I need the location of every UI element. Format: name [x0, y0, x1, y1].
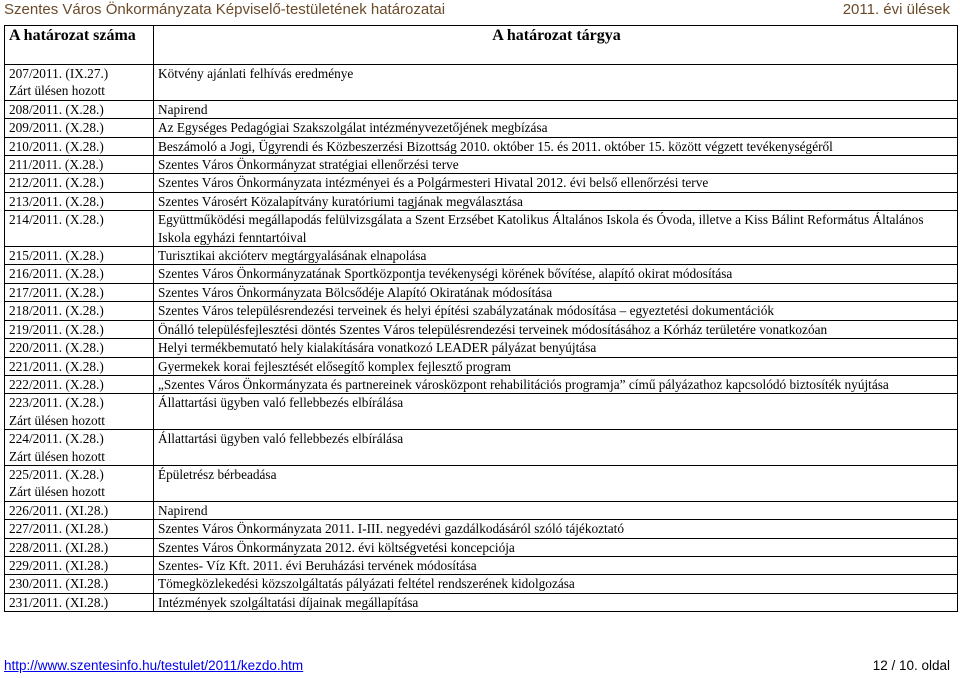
resolution-number-cell [5, 247, 154, 265]
resolution-subject: Szentes Város Önkormányzata Bölcsődéje Alapító Okiratának módosítása [154, 283, 958, 301]
resolution-number: 220/2011. (X.28.) [9, 340, 104, 356]
resolution-number-cell [5, 211, 154, 247]
table-row [5, 211, 958, 247]
table-row [5, 430, 958, 466]
table-row [5, 302, 958, 320]
resolution-number: 225/2011. (X.28.) [9, 466, 104, 482]
resolution-number-cell [5, 119, 154, 137]
resolution-number-cell [5, 137, 154, 155]
resolution-subject: Állattartási ügyben való fellebbezés elbírálása [154, 394, 958, 430]
resolution-number: 217/2011. (X.28.) [9, 284, 104, 300]
resolution-number-cell [5, 357, 154, 375]
closed-session-note: Zárt ülésen hozott [9, 484, 105, 500]
table-row [5, 100, 958, 118]
resolution-number-cell [5, 501, 154, 519]
resolution-subject: Intézmények szolgáltatási díjainak megállapítása [154, 593, 958, 611]
resolution-number-cell [5, 192, 154, 210]
resolution-number: 211/2011. (X.28.) [9, 157, 104, 173]
table-row [5, 501, 958, 519]
resolution-number-cell [5, 538, 154, 556]
resolution-subject: Turisztikai akcióterv megtárgyalásának elnapolása [154, 247, 958, 265]
table-row [5, 575, 958, 593]
resolution-subject: Helyi termékbemutató hely kialakítására vonatkozó LEADER pályázat benyújtása [154, 339, 958, 357]
table-row [5, 538, 958, 556]
resolution-number: 219/2011. (X.28.) [9, 321, 104, 337]
resolution-number-cell [5, 465, 154, 501]
resolution-subject: Szentes Város Önkormányzata 2011. I-III. negyedévi gazdálkodásáról szóló tájékoztató [154, 520, 958, 538]
resolution-number-cell [5, 320, 154, 338]
resolution-subject: Szentes Város településrendezési terveinek és helyi építési szabályzatának módosítása – egyeztetési dokumentációk [154, 302, 958, 320]
table-row [5, 119, 958, 137]
resolution-number: 223/2011. (X.28.) [9, 395, 104, 411]
resolution-number: 214/2011. (X.28.) [9, 212, 104, 228]
resolution-subject: Beszámoló a Jogi, Ügyrendi és Közbeszerzési Bizottság 2010. október 15. és 2011. október 15. között végzett tevékenységéről [154, 137, 958, 155]
page-header [0, 0, 960, 24]
resolution-number: 229/2011. (XI.28.) [9, 557, 109, 573]
resolution-subject: Épületrész bérbeadása [154, 465, 958, 501]
table-row [5, 556, 958, 574]
table-header-row [5, 26, 958, 65]
resolution-number: 221/2011. (X.28.) [9, 358, 104, 374]
resolution-number: 231/2011. (XI.28.) [9, 594, 109, 610]
resolution-number: 209/2011. (X.28.) [9, 120, 104, 136]
resolution-number-cell [5, 375, 154, 393]
document-title: Szentes Város Önkormányzata Képviselő-testületének határozatai [4, 1, 446, 18]
resolution-subject: Szentes Város Önkormányzata 2012. évi költségvetési koncepciója [154, 538, 958, 556]
table-row [5, 156, 958, 174]
source-url-link[interactable]: http://www.szentesinfo.hu/testulet/2011/kezdo.htm [4, 658, 304, 673]
resolution-number-cell [5, 339, 154, 357]
resolution-number: 224/2011. (X.28.) [9, 431, 104, 447]
resolution-number-cell [5, 283, 154, 301]
resolution-number: 215/2011. (X.28.) [9, 248, 104, 264]
resolution-number-cell [5, 174, 154, 192]
resolution-subject: Szentes Város Önkormányzatának Sportközpontja tevékenységi körének bővítése, alapító okirat módosítása [154, 265, 958, 283]
resolution-subject: Állattartási ügyben való fellebbezés elbírálása [154, 430, 958, 466]
resolution-number-cell [5, 156, 154, 174]
resolution-subject: Tömegközlekedési közszolgáltatás pályázati feltétel rendszerének kidolgozása [154, 575, 958, 593]
resolution-subject: Az Egységes Pedagógiai Szakszolgálat intézményvezetőjének megbízása [154, 119, 958, 137]
resolution-subject: „Szentes Város Önkormányzata és partnereinek városközpont rehabilitációs programja” című pályázathoz kapcsolódó biztosíték nyújtása [154, 375, 958, 393]
table-row [5, 593, 958, 611]
table-row [5, 520, 958, 538]
resolution-number-cell [5, 302, 154, 320]
table-row [5, 465, 958, 501]
table-row [5, 247, 958, 265]
resolution-number-cell [5, 100, 154, 118]
table-row [5, 174, 958, 192]
resolution-subject: Szentes- Víz Kft. 2011. évi Beruházási tervének módosítása [154, 556, 958, 574]
resolution-number-cell [5, 394, 154, 430]
resolution-number: 226/2011. (XI.28.) [9, 502, 109, 518]
resolution-number: 216/2011. (X.28.) [9, 266, 104, 282]
resolution-number: 208/2011. (X.28.) [9, 101, 104, 117]
resolution-number-cell [5, 65, 154, 101]
resolution-subject: Napirend [154, 100, 958, 118]
closed-session-note: Zárt ülésen hozott [9, 448, 105, 464]
table-row [5, 320, 958, 338]
resolution-number-cell [5, 556, 154, 574]
resolution-number-cell [5, 430, 154, 466]
resolution-subject: Kötvény ajánlati felhívás eredménye [154, 65, 958, 101]
resolution-number-cell [5, 520, 154, 538]
closed-session-note: Zárt ülésen hozott [9, 83, 105, 99]
column-header-subject: A határozat tárgya [154, 26, 958, 65]
resolution-number-cell [5, 593, 154, 611]
table-row [5, 394, 958, 430]
table-row [5, 192, 958, 210]
resolution-subject: Szentes Városért Közalapítvány kuratóriumi tagjának megválasztása [154, 192, 958, 210]
resolution-number: 218/2011. (X.28.) [9, 303, 104, 319]
resolution-subject: Napirend [154, 501, 958, 519]
resolution-number: 210/2011. (X.28.) [9, 138, 104, 154]
resolution-number: 213/2011. (X.28.) [9, 193, 104, 209]
closed-session-note: Zárt ülésen hozott [9, 412, 105, 428]
resolution-number: 222/2011. (X.28.) [9, 376, 104, 392]
resolution-subject: Együttműködési megállapodás felülvizsgálata a Szent Erzsébet Katolikus Általános Iskola és Óvoda, illetve a Kiss Bálint Református Általános Iskola egyházi fenntartóival [154, 211, 958, 247]
session-year: 2011. évi ülések [842, 1, 950, 18]
resolutions-table [4, 25, 958, 612]
table-row [5, 357, 958, 375]
table-row [5, 283, 958, 301]
table-row [5, 375, 958, 393]
resolution-number: 227/2011. (XI.28.) [9, 521, 109, 537]
resolution-subject: Szentes Város Önkormányzata intézményei és a Polgármesteri Hivatal 2012. évi belső ellenőrzési terve [154, 174, 958, 192]
resolution-number: 230/2011. (XI.28.) [9, 576, 109, 592]
table-row [5, 137, 958, 155]
page-number: 12 / 10. oldal [872, 658, 950, 673]
resolution-subject: Gyermekek korai fejlesztését elősegítő komplex fejlesztő program [154, 357, 958, 375]
resolution-number-cell [5, 265, 154, 283]
column-header-number: A határozat száma [5, 26, 154, 65]
resolution-number-cell [5, 575, 154, 593]
table-row [5, 339, 958, 357]
resolution-number: 228/2011. (XI.28.) [9, 539, 109, 555]
resolution-number: 207/2011. (IX.27.) [9, 66, 109, 81]
table-row [5, 65, 958, 101]
resolution-subject: Önálló településfejlesztési döntés Szentes Város településrendezési terveinek módosításához a Kórház területére vonatkozóan [154, 320, 958, 338]
resolution-number: 212/2011. (X.28.) [9, 175, 104, 191]
resolution-subject: Szentes Város Önkormányzat stratégiai ellenőrzési terve [154, 156, 958, 174]
table-row [5, 265, 958, 283]
